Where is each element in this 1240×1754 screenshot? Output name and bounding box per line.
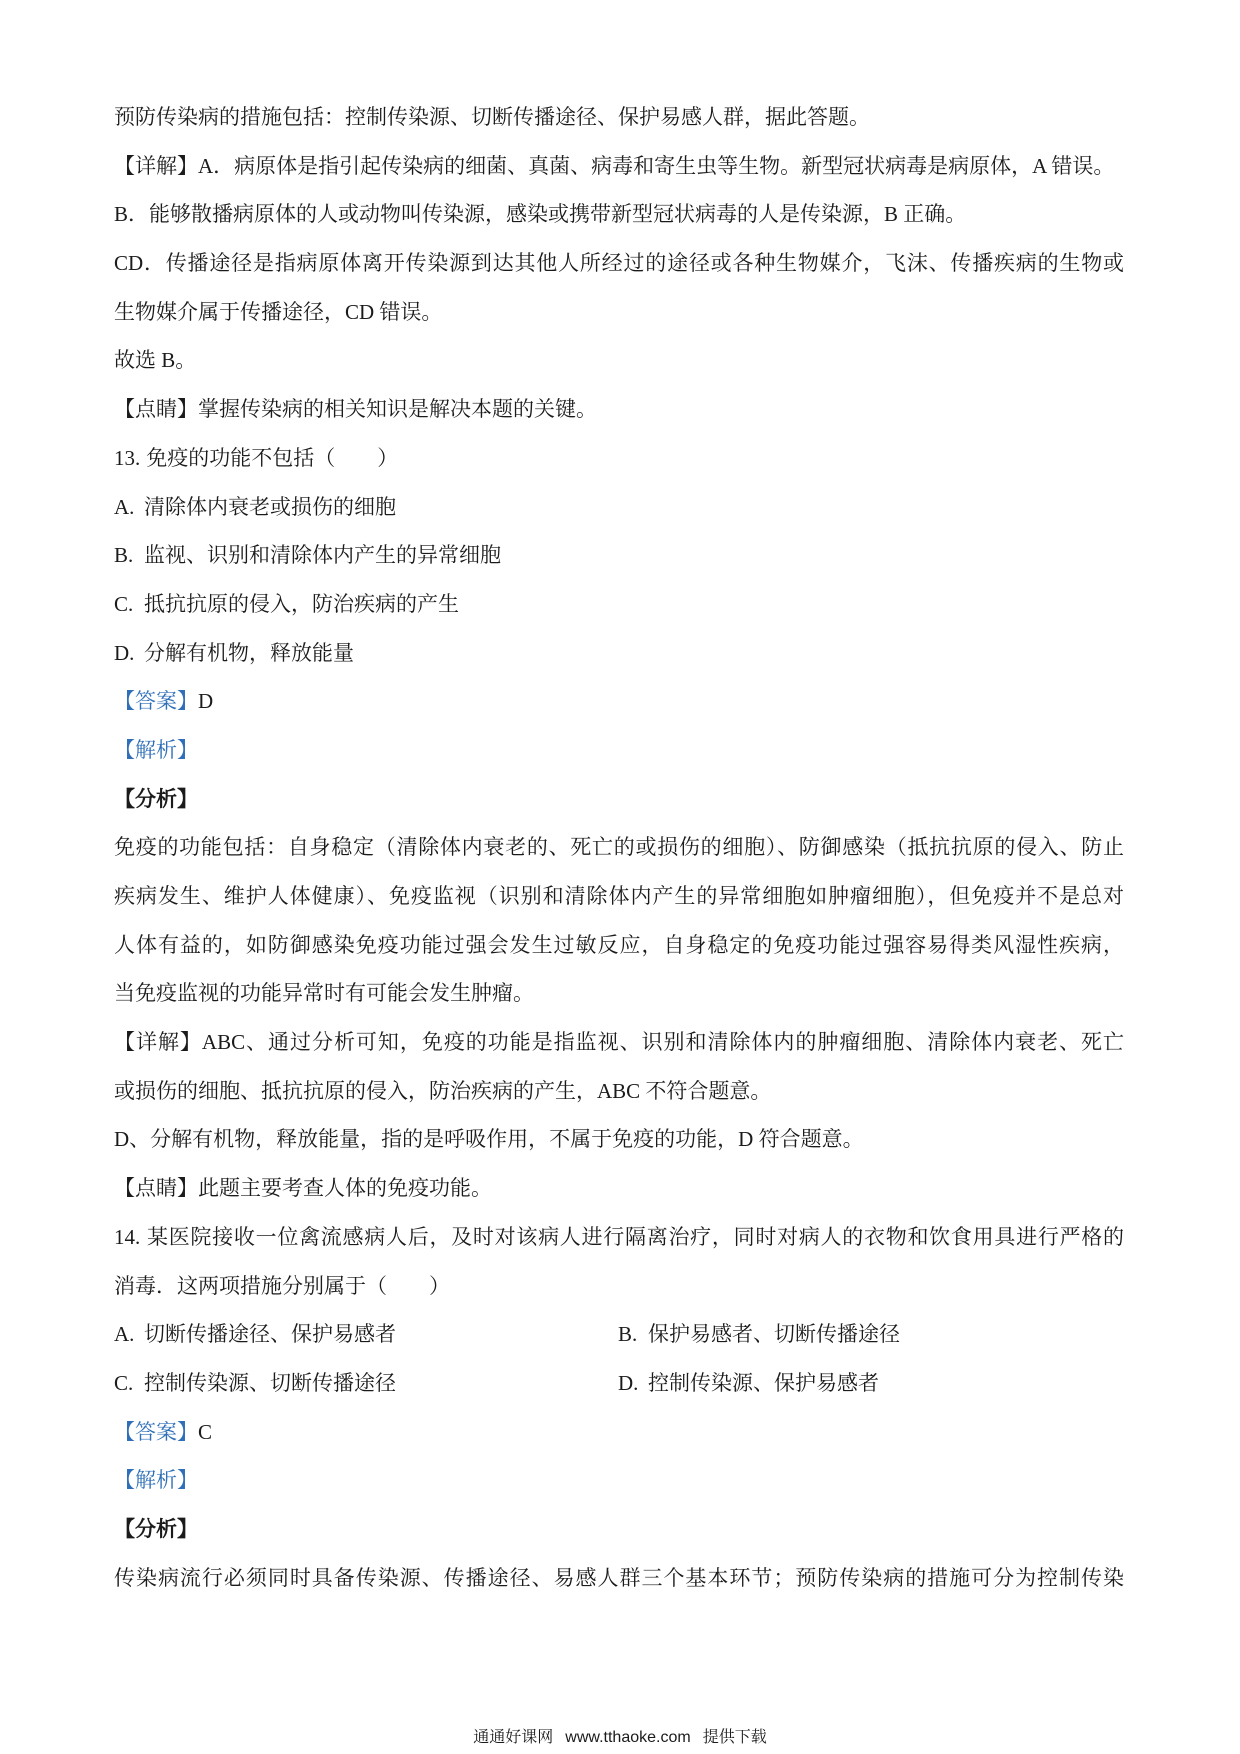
- question-number: 14.: [114, 1224, 141, 1249]
- analysis-label: 【分析】: [114, 1516, 198, 1541]
- footer-url: www.tthaoke.com: [565, 1729, 691, 1746]
- option-b: [618, 1310, 1122, 1359]
- detail-label: 【详解】: [114, 1030, 202, 1055]
- document-body: [114, 93, 1124, 1602]
- explain-label: 【解析】: [114, 1468, 198, 1493]
- analysis-line: 疾病发生、维护人体健康）、免疫监视（识别和清除体内产生的异常细胞如肿瘤细胞），但免疫并不是总对: [114, 884, 1124, 908]
- question-14-stem-cont: 消毒．这两项措施分别属于（ ）: [114, 1273, 450, 1298]
- option-label: C.: [114, 591, 134, 616]
- option-text: 清除体内衰老或损伤的细胞: [144, 494, 396, 519]
- analysis-line: 预防传染病的措施包括：控制传染源、切断传播途径、保护易感人群，据此答题。: [114, 105, 870, 129]
- option-label: B.: [114, 543, 134, 568]
- option-c: [114, 1359, 618, 1408]
- option-c: [114, 580, 1124, 629]
- option-a: [114, 1310, 618, 1359]
- option-d: [618, 1359, 1122, 1408]
- detail-text: ABC、通过分析可知，免疫的功能是指监视、识别和清除体内的肿瘤细胞、清除体内衰老、死亡: [201, 1030, 1124, 1055]
- answer-label: 【答案】: [114, 1419, 198, 1444]
- detail-label: 【详解】: [114, 153, 198, 178]
- tip-label: 【点睛】: [114, 397, 198, 422]
- page-footer: [0, 1727, 1240, 1749]
- footer-site-name: 通通好课网: [473, 1729, 554, 1746]
- footer-suffix: 提供下载: [702, 1729, 767, 1746]
- detail-line: CD．传播途径是指病原体离开传染源到达其他人所经过的途径或各种生物媒介，飞沫、传播疾病的生物或: [114, 251, 1124, 276]
- tip-label: 【点睛】: [114, 1176, 198, 1201]
- detail-line: 生物媒介属于传播途径，CD 错误。: [114, 299, 443, 324]
- tip-line: [114, 385, 1124, 434]
- tip-line: [114, 1164, 1124, 1213]
- analysis-line: 免疫的功能包括：自身稳定（清除体内衰老的、死亡的或损伤的细胞）、防御感染（抵抗抗原的侵入、防止: [114, 835, 1124, 860]
- option-text: 监视、识别和清除体内产生的异常细胞: [144, 543, 501, 568]
- option-a: [114, 483, 1124, 532]
- option-b: [114, 531, 1124, 580]
- option-label: A.: [114, 1322, 135, 1347]
- detail-line: B．能够散播病原体的人或动物叫传染源，感染或携带新型冠状病毒的人是传染源，B 正确。: [114, 202, 967, 227]
- answer-value: D: [198, 689, 214, 714]
- conclusion-line: 故选 B。: [114, 348, 197, 373]
- answer-value: C: [198, 1419, 213, 1444]
- tip-text: 掌握传染病的相关知识是解决本题的关键。: [198, 397, 597, 422]
- option-label: D.: [618, 1370, 639, 1395]
- option-text: 切断传播途径、保护易感者: [144, 1322, 396, 1347]
- answer-label: 【答案】: [114, 689, 198, 714]
- question-number: 13.: [114, 445, 141, 470]
- tip-text: 此题主要考查人体的免疫功能。: [198, 1176, 492, 1201]
- detail-line: 或损伤的细胞、抵抗抗原的侵入，防治疾病的产生，ABC 不符合题意。: [114, 1078, 772, 1103]
- detail-line: [114, 1018, 1124, 1067]
- option-row: [114, 1310, 1124, 1359]
- option-text: 抵抗抗原的侵入，防治疾病的产生: [144, 591, 459, 616]
- question-14-stem: [114, 1213, 1124, 1262]
- option-text: 保护易感者、切断传播途径: [648, 1322, 900, 1347]
- option-d: [114, 629, 1124, 678]
- analysis-line: 当免疫监视的功能异常时有可能会发生肿瘤。: [114, 981, 534, 1006]
- option-row: [114, 1359, 1124, 1408]
- option-label: C.: [114, 1370, 134, 1395]
- analysis-label: 【分析】: [114, 786, 198, 811]
- question-text: 免疫的功能不包括（ ）: [146, 445, 399, 470]
- analysis-line: 人体有益的，如防御感染免疫功能过强会发生过敏反应，自身稳定的免疫功能过强容易得类风湿性疾病，: [114, 932, 1124, 957]
- detail-text: A．病原体是指引起传染病的细菌、真菌、病毒和寄生虫等生物。新型冠状病毒是病原体，A 错误。: [198, 153, 1115, 178]
- analysis-line: 传染病流行必须同时具备传染源、传播途径、易感人群三个基本环节；预防传染病的措施可分为控制传染: [114, 1565, 1124, 1590]
- option-label: B.: [618, 1322, 638, 1347]
- answer-line: [114, 677, 1124, 726]
- detail-line: D、分解有机物，释放能量，指的是呼吸作用，不属于免疫的功能，D 符合题意。: [114, 1127, 864, 1152]
- detail-line: [114, 142, 1124, 191]
- explain-label: 【解析】: [114, 737, 198, 762]
- option-text: 控制传染源、切断传播途径: [144, 1370, 396, 1395]
- option-label: A.: [114, 494, 135, 519]
- option-text: 控制传染源、保护易感者: [648, 1370, 879, 1395]
- option-label: D.: [114, 640, 135, 665]
- option-text: 分解有机物，释放能量: [144, 640, 354, 665]
- question-text: 某医院接收一位禽流感病人后，及时对该病人进行隔离治疗，同时对病人的衣物和饮食用具进行严格的: [146, 1224, 1124, 1249]
- answer-line: [114, 1408, 1124, 1457]
- question-13-stem: [114, 434, 1124, 483]
